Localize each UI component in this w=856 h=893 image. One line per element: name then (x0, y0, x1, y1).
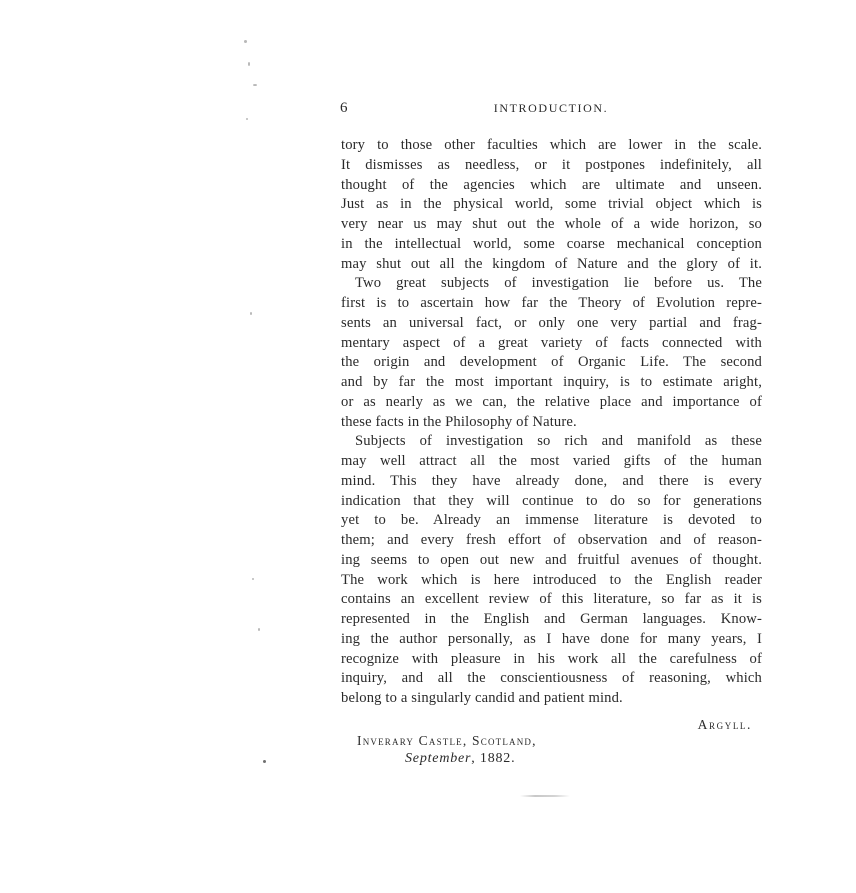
body-text (341, 136, 762, 709)
text-line: very near us may shut out the whole of a wide horizon, so (341, 216, 762, 232)
scan-speck (250, 312, 252, 315)
scan-speck (246, 118, 248, 120)
running-head: INTRODUCTION. (493, 101, 609, 115)
text-line: indication that they will continue to do so for generations (341, 492, 762, 509)
text-line: contains an excellent review of this literature, so far as it is (341, 591, 762, 608)
date-year: , 1882. (471, 751, 516, 766)
text-line: ing the author personally, as I have done for many years, I (341, 630, 762, 647)
date-month: September (405, 751, 472, 766)
text-line: the origin and development of Organic Life. The second (341, 354, 762, 371)
text-line: tory to those other faculties which are lower in the scale. (341, 137, 762, 153)
text-line: in the intellectual world, some coarse mechanical conception (341, 235, 762, 252)
text-line: thought of the agencies which are ultimate and unseen. (341, 176, 762, 193)
scan-smudge (520, 795, 570, 797)
scan-speck (263, 760, 266, 763)
text-line: first is to ascertain how far the Theory of Evolution repre- (341, 295, 762, 311)
text-line: Just as in the physical world, some trivial object which is (341, 196, 762, 213)
paragraph-start-line: Subjects of investigation so rich and manifold as these (355, 433, 762, 450)
text-line: yet to be. Already an immense literature is devoted to (341, 512, 762, 529)
scan-speck (248, 62, 250, 66)
paragraph-start-line: Two great subjects of investigation lie before us. The (355, 275, 762, 292)
author-signature: Argyll. (697, 717, 752, 732)
text-line: It dismisses as needless, or it postpones indefinitely, all (341, 156, 762, 173)
text-line: and by far the most important inquiry, is to estimate aright, (341, 374, 762, 390)
text-line: sents an universal fact, or only one very partial and frag- (341, 314, 762, 331)
page-number: 6 (340, 100, 349, 116)
text-line: may shut out all the kingdom of Nature and the glory of it. (341, 255, 762, 272)
text-line: represented in the English and German languages. Know- (341, 611, 762, 627)
paragraph-end-line: these facts in the Philosophy of Nature. (341, 413, 577, 430)
text-line: mentary aspect of a great variety of facts connected with (341, 334, 762, 351)
text-line: mind. This they have already done, and there is every (341, 472, 762, 489)
text-line: The work which is here introduced to the English reader (341, 571, 762, 588)
signing-place: Inverary Castle, Scotland, (357, 733, 537, 748)
signing-date (405, 751, 515, 767)
text-line: recognize with pleasure in his work all the carefulness of (341, 650, 762, 667)
scan-speck (252, 578, 254, 580)
page-header (340, 100, 762, 118)
text-line: inquiry, and all the conscientiousness of reasoning, which (341, 670, 762, 687)
text-line: ing seems to open out new and fruitful avenues of thought. (341, 551, 762, 568)
text-line: may well attract all the most varied gifts of the human (341, 453, 762, 469)
scan-speck (253, 84, 257, 86)
text-line: or as nearly as we can, the relative place and importance of (341, 393, 762, 410)
scan-speck (244, 40, 247, 43)
text-line: them; and every fresh effort of observation and of reason- (341, 532, 762, 548)
paragraph-end-line: belong to a singularly candid and patient mind. (341, 690, 623, 706)
scan-speck (258, 628, 260, 631)
